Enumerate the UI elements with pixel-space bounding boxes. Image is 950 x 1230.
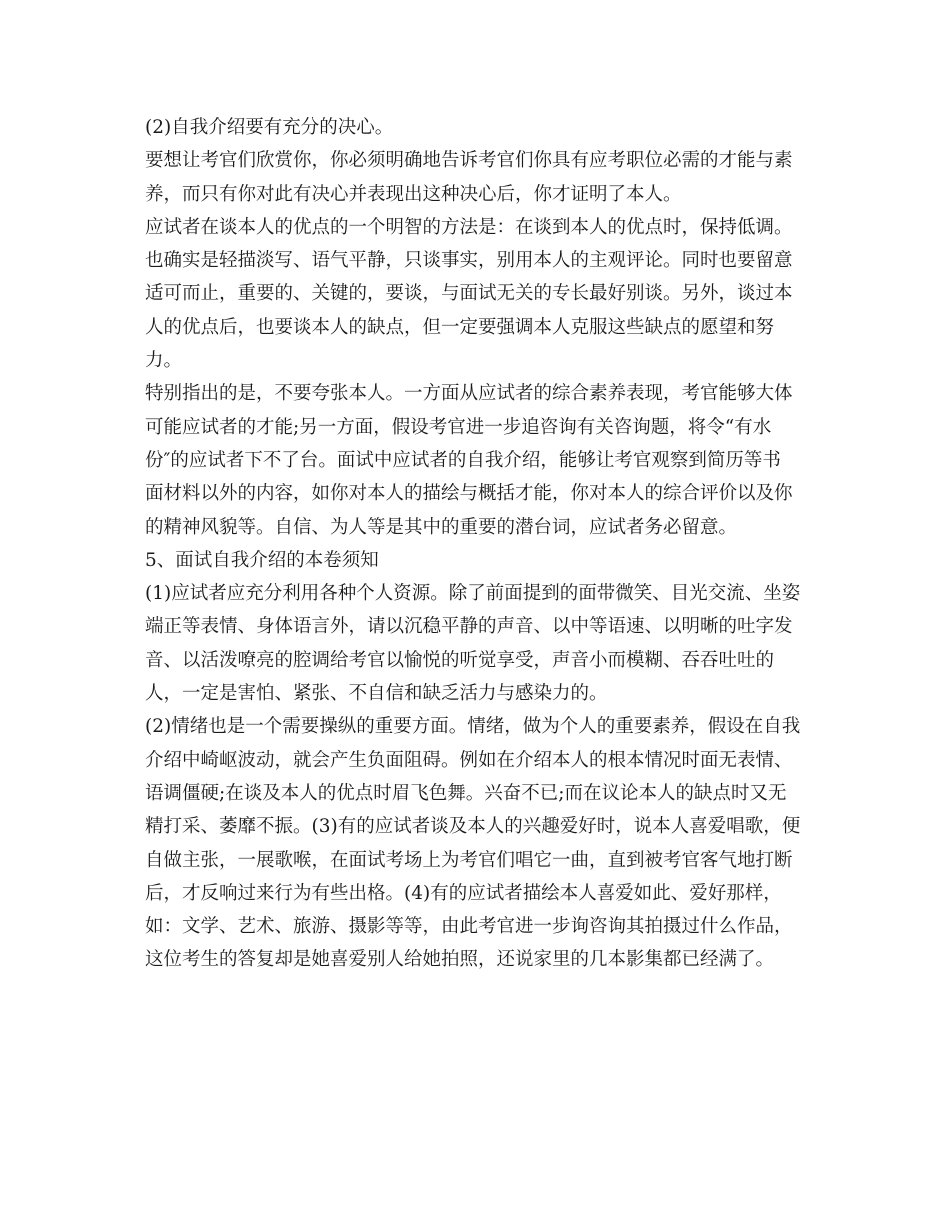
text-line: 养，而只有你对此有决心并表现出这种决心后，你才证明了本人。 xyxy=(145,183,682,205)
text-line: 也确实是轻描淡写、语气平静，只谈事实，别用本人的主观评论。同时也要留意 xyxy=(145,250,793,272)
text-line: 人，一定是害怕、紧张、不自信和缺乏活力与感染力的。 xyxy=(145,683,608,705)
text-line: 介绍中崎岖波动，就会产生负面阻碍。例如在介绍本人的根本情况时面无表情、 xyxy=(145,749,793,771)
text-line: 份″的应试者下不了台。面试中应试者的自我介绍，能够让考官观察到简历等书 xyxy=(145,449,781,471)
text-line: 特别指出的是，不要夸张本人。一方面从应试者的综合素养表现，考官能够大体 xyxy=(145,383,793,405)
text-line: (2)自我介绍要有充分的决心。 xyxy=(145,117,394,138)
text-line: 适可而止，重要的、关键的，要谈，与面试无关的专长最好别谈。另外，谈过本 xyxy=(145,283,793,305)
text-line: 这位考生的答复却是她喜爱别人给她拍照，还说家里的几本影集都已经满了。 xyxy=(145,949,775,971)
text-line: (2)情绪也是一个需要操纵的重要方面。情绪，做为个人的重要素养，假设在自我 xyxy=(145,716,801,738)
text-line: 语调僵硬;在谈及本人的优点时眉飞色舞。兴奋不已;而在议论本人的缺点时又无 xyxy=(145,782,787,804)
document-body xyxy=(145,111,810,977)
text-line: 精打采、萎靡不振。(3)有的应试者谈及本人的兴趣爱好时，说本人喜爱唱歌，便 xyxy=(145,816,801,838)
text-line: (1)应试者应充分利用各种个人资源。除了前面提到的面带微笑、目光交流、坐姿 xyxy=(145,583,801,605)
text-line: 面材料以外的内容，如你对本人的描绘与概括才能，你对本人的综合评价以及你 xyxy=(145,483,793,505)
text-line: 人的优点后，也要谈本人的缺点，但一定要强调本人克服这些缺点的愿望和努 xyxy=(145,316,775,338)
text-line: 应试者在谈本人的优点的一个明智的方法是：在谈到本人的优点时，保持低调。 xyxy=(145,216,793,238)
text-line: 力。 xyxy=(145,350,183,372)
text-line: 要想让考官们欣赏你，你必须明确地告诉考官们你具有应考职位必需的才能与素 xyxy=(145,150,793,172)
text-line: 自做主张，一展歌喉，在面试考场上为考官们唱它一曲，直到被考官客气地打断 xyxy=(145,849,793,871)
text-line: 音、以活泼嘹亮的腔调给考官以愉悦的听觉享受，声音小而模糊、吞吞吐吐的 xyxy=(145,649,775,671)
text-line: 如：文学、艺术、旅游、摄影等等，由此考官进一步询咨询其拍摄过什么作品， xyxy=(145,916,793,938)
text-line: 后，才反响过来行为有些出格。(4)有的应试者描绘本人喜爱如此、爱好那样， xyxy=(145,882,782,904)
text-line: 可能应试者的才能;另一方面，假设考官进一步追咨询有关咨询题，将令“有水 xyxy=(145,416,772,438)
section-heading: 5、面试自我介绍的本卷须知 xyxy=(145,549,379,571)
text-line: 的精神风貌等。自信、为人等是其中的重要的潜台词，应试者务必留意。 xyxy=(145,516,738,538)
text-line: 端正等表情、身体语言外，请以沉稳平静的声音、以中等语速、以明晰的吐字发 xyxy=(145,616,793,638)
